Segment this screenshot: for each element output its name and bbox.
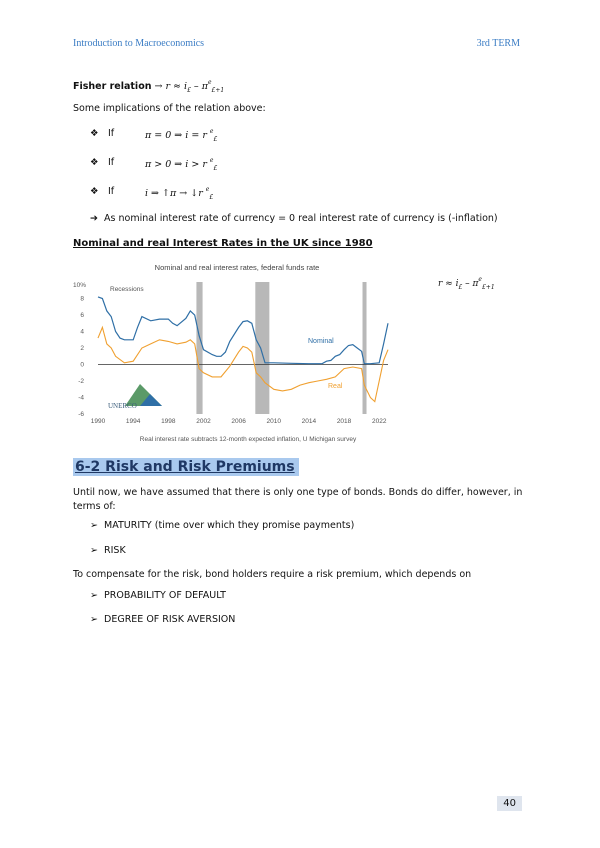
x-tick-label: 2014 — [301, 418, 317, 425]
note-text: As nominal interest rate of currency = 0 real interest rate of currency is (-inflation) — [104, 213, 498, 224]
series-label-real: Real — [328, 383, 343, 390]
y-tick-label: 4 — [80, 328, 84, 336]
section-title: 6-2 Risk and Risk Premiums — [73, 458, 299, 476]
list-item: ➢ PROBABILITY OF DEFAULT — [90, 590, 226, 601]
list-item: ➢ RISK — [90, 545, 126, 556]
list-marker: ➢ — [90, 520, 98, 531]
implication-bullet: ❖ — [90, 186, 99, 197]
interest-rates-chart — [70, 256, 410, 446]
series-label-nominal: Nominal — [308, 338, 334, 345]
chart-heading: Nominal and real Interest Rates in the UK since 1980 — [73, 238, 373, 249]
implication-1-math: π = 0 ⇒ i = r $^e_£$ — [145, 128, 218, 143]
recession-band — [255, 282, 269, 414]
fisher-formula: → $r \approx i_£ - \pi^e_{£+1}$ — [154, 79, 225, 94]
x-tick-label: 2018 — [336, 418, 352, 425]
implication-if: If — [108, 157, 115, 168]
fisher-relation-line — [73, 76, 224, 98]
recession-band — [196, 282, 202, 414]
y-tick-label: -4 — [78, 394, 84, 402]
implication-if: If — [108, 186, 115, 197]
list-marker: ➢ — [90, 545, 98, 556]
paragraph-bond-types: Until now, we have assumed that there is only one type of bonds. Bonds do differ, however, in terms of: — [73, 487, 523, 512]
svg-text:UNERCO: UNERCO — [108, 402, 137, 410]
implication-bullet: ❖ — [90, 128, 99, 139]
y-tick-label: 0 — [80, 361, 84, 369]
x-tick-label: 2022 — [371, 418, 387, 425]
y-tick-label: -2 — [78, 378, 84, 385]
list-item: ➢ MATURITY (time over which they promise payments) — [90, 520, 355, 531]
y-tick-label: 6 — [80, 312, 84, 319]
x-tick-label: 2006 — [231, 418, 246, 425]
y-tick-label: -6 — [78, 411, 84, 418]
chart-caption: Real interest rate subtracts 12-month expected inflation, U Michigan survey — [139, 436, 357, 443]
header-right: 3rd TERM — [476, 38, 520, 49]
list-marker: ➢ — [90, 590, 98, 601]
implication-2-math: π > 0 ⇒ i > r $^e_£$ — [145, 157, 218, 172]
list-marker: ➢ — [90, 614, 98, 625]
recession-band — [363, 282, 367, 414]
y-unit-label: 10% — [73, 282, 87, 289]
x-tick-label: 2002 — [196, 418, 211, 425]
implication-3-math: i ⇒ ↑π → ↓r $^e_£$ — [145, 186, 214, 201]
x-tick-label: 1998 — [161, 418, 176, 425]
nominal-zero-note — [90, 213, 498, 224]
x-tick-label: 2010 — [266, 418, 281, 425]
x-tick-label: 1990 — [90, 418, 106, 425]
recessions-label: Recessions — [110, 286, 144, 293]
implications-intro: Some implications of the relation above: — [73, 103, 266, 114]
arrow-icon: ➔ — [90, 213, 98, 224]
header-left: Introduction to Macroeconomics — [73, 38, 205, 49]
paragraph-risk-premium: To compensate for the risk, bond holders require a risk premium, which depends on — [73, 569, 472, 580]
y-tick-label: 8 — [80, 295, 84, 303]
list-item: ➢ DEGREE OF RISK AVERSION — [90, 614, 236, 625]
implication-bullet: ❖ — [90, 157, 99, 168]
x-tick-label: 1994 — [125, 418, 141, 425]
page-number: 40 — [497, 796, 522, 811]
fisher-label: Fisher relation — [73, 81, 152, 92]
side-formula: $r \approx i_£ - \pi^e_{£+1}$ — [438, 276, 495, 291]
y-tick-label: 2 — [80, 345, 84, 352]
implication-if: If — [108, 128, 115, 139]
chart-title: Nominal and real interest rates, federal funds rate — [154, 263, 320, 272]
